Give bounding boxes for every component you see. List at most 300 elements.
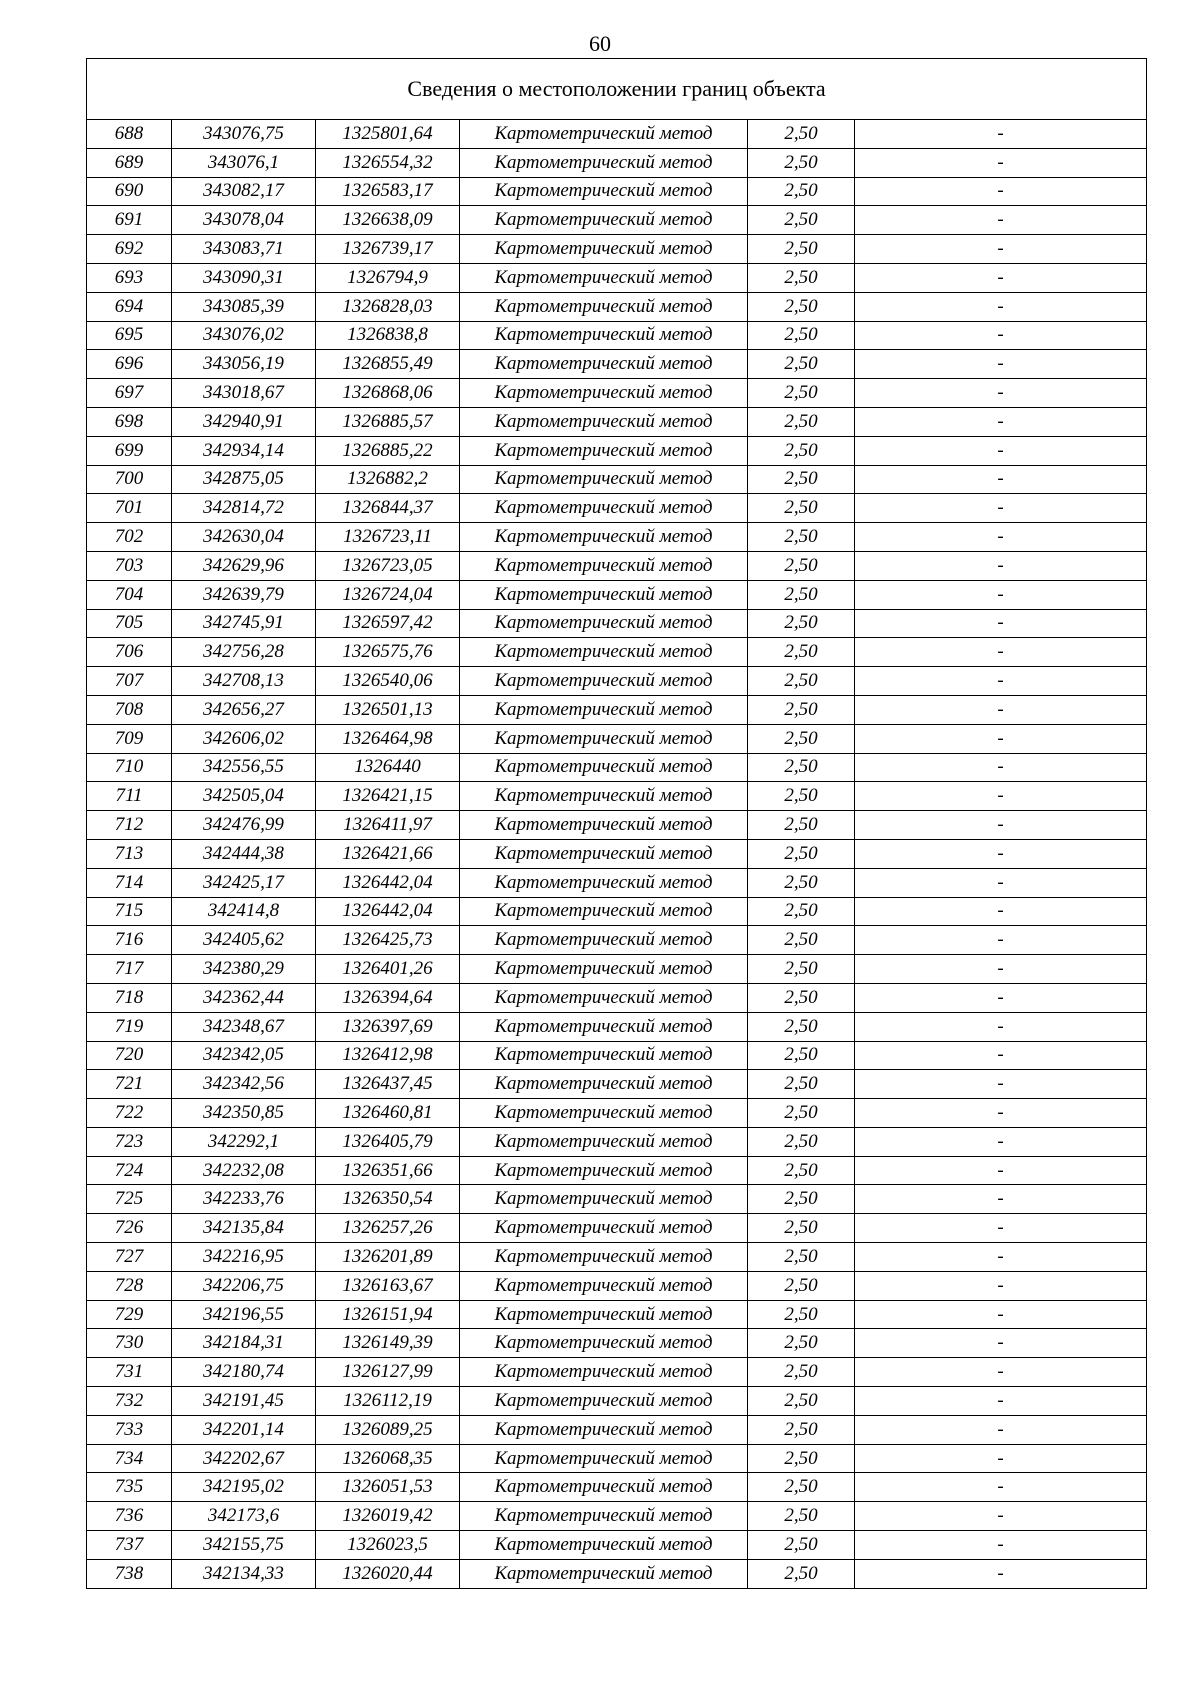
x-coordinate-cell: 342155,75: [172, 1531, 316, 1560]
description-cell: -: [855, 1502, 1147, 1531]
point-number-cell: 727: [87, 1243, 172, 1272]
point-number-cell: 725: [87, 1185, 172, 1214]
accuracy-cell: 2,50: [748, 868, 855, 897]
y-coordinate-cell: 1326397,69: [316, 1012, 460, 1041]
method-cell: Картометрический метод: [460, 1329, 748, 1358]
y-coordinate-cell: 1326411,97: [316, 811, 460, 840]
x-coordinate-cell: 343078,04: [172, 206, 316, 235]
y-coordinate-cell: 1326638,09: [316, 206, 460, 235]
x-coordinate-cell: 342135,84: [172, 1214, 316, 1243]
point-number-cell: 712: [87, 811, 172, 840]
accuracy-cell: 2,50: [748, 1559, 855, 1588]
description-cell: -: [855, 1559, 1147, 1588]
method-cell: Картометрический метод: [460, 1387, 748, 1416]
table-row: [87, 465, 1147, 494]
point-number-cell: 728: [87, 1271, 172, 1300]
accuracy-cell: 2,50: [748, 321, 855, 350]
table-row: [87, 1329, 1147, 1358]
method-cell: Картометрический метод: [460, 868, 748, 897]
y-coordinate-cell: 1326023,5: [316, 1531, 460, 1560]
method-cell: Картометрический метод: [460, 465, 748, 494]
accuracy-cell: 2,50: [748, 120, 855, 149]
table-row: [87, 1531, 1147, 1560]
accuracy-cell: 2,50: [748, 465, 855, 494]
description-cell: -: [855, 1531, 1147, 1560]
method-cell: Картометрический метод: [460, 1127, 748, 1156]
method-cell: Картометрический метод: [460, 667, 748, 696]
accuracy-cell: 2,50: [748, 148, 855, 177]
point-number-cell: 704: [87, 580, 172, 609]
x-coordinate-cell: 343076,02: [172, 321, 316, 350]
method-cell: Картометрический метод: [460, 782, 748, 811]
table-row: [87, 1300, 1147, 1329]
point-number-cell: 688: [87, 120, 172, 149]
point-number-cell: 719: [87, 1012, 172, 1041]
method-cell: Картометрический метод: [460, 897, 748, 926]
accuracy-cell: 2,50: [748, 551, 855, 580]
x-coordinate-cell: 342362,44: [172, 983, 316, 1012]
y-coordinate-cell: 1326828,03: [316, 292, 460, 321]
point-number-cell: 723: [87, 1127, 172, 1156]
x-coordinate-cell: 342134,33: [172, 1559, 316, 1588]
y-coordinate-cell: 1326437,45: [316, 1070, 460, 1099]
y-coordinate-cell: 1326401,26: [316, 955, 460, 984]
point-number-cell: 691: [87, 206, 172, 235]
description-cell: -: [855, 263, 1147, 292]
y-coordinate-cell: 1326257,26: [316, 1214, 460, 1243]
x-coordinate-cell: 342216,95: [172, 1243, 316, 1272]
description-cell: -: [855, 494, 1147, 523]
table-row: [87, 1041, 1147, 1070]
method-cell: Картометрический метод: [460, 177, 748, 206]
point-number-cell: 693: [87, 263, 172, 292]
point-number-cell: 694: [87, 292, 172, 321]
description-cell: -: [855, 1387, 1147, 1416]
y-coordinate-cell: 1326794,9: [316, 263, 460, 292]
accuracy-cell: 2,50: [748, 897, 855, 926]
x-coordinate-cell: 342444,38: [172, 839, 316, 868]
point-number-cell: 718: [87, 983, 172, 1012]
accuracy-cell: 2,50: [748, 263, 855, 292]
point-number-cell: 699: [87, 436, 172, 465]
table-row: [87, 1243, 1147, 1272]
table-row: [87, 407, 1147, 436]
method-cell: Картометрический метод: [460, 1358, 748, 1387]
description-cell: -: [855, 235, 1147, 264]
table-row: [87, 379, 1147, 408]
y-coordinate-cell: 1326739,17: [316, 235, 460, 264]
description-cell: -: [855, 1243, 1147, 1272]
table-row: [87, 695, 1147, 724]
accuracy-cell: 2,50: [748, 1329, 855, 1358]
y-coordinate-cell: 1326855,49: [316, 350, 460, 379]
accuracy-cell: 2,50: [748, 580, 855, 609]
method-cell: Картометрический метод: [460, 1012, 748, 1041]
x-coordinate-cell: 342348,67: [172, 1012, 316, 1041]
method-cell: Картометрический метод: [460, 1300, 748, 1329]
accuracy-cell: 2,50: [748, 811, 855, 840]
x-coordinate-cell: 342639,79: [172, 580, 316, 609]
accuracy-cell: 2,50: [748, 1156, 855, 1185]
description-cell: -: [855, 1358, 1147, 1387]
x-coordinate-cell: 343056,19: [172, 350, 316, 379]
x-coordinate-cell: 342206,75: [172, 1271, 316, 1300]
y-coordinate-cell: 1326723,11: [316, 523, 460, 552]
point-number-cell: 709: [87, 724, 172, 753]
point-number-cell: 717: [87, 955, 172, 984]
table-row: [87, 120, 1147, 149]
x-coordinate-cell: 342940,91: [172, 407, 316, 436]
y-coordinate-cell: 1326540,06: [316, 667, 460, 696]
table-row: [87, 1271, 1147, 1300]
point-number-cell: 690: [87, 177, 172, 206]
table-row: [87, 897, 1147, 926]
table-row: [87, 1559, 1147, 1588]
description-cell: -: [855, 782, 1147, 811]
point-number-cell: 736: [87, 1502, 172, 1531]
x-coordinate-cell: 342233,76: [172, 1185, 316, 1214]
method-cell: Картометрический метод: [460, 436, 748, 465]
method-cell: Картометрический метод: [460, 494, 748, 523]
y-coordinate-cell: 1326163,67: [316, 1271, 460, 1300]
accuracy-cell: 2,50: [748, 1127, 855, 1156]
method-cell: Картометрический метод: [460, 1415, 748, 1444]
x-coordinate-cell: 342342,56: [172, 1070, 316, 1099]
accuracy-cell: 2,50: [748, 407, 855, 436]
method-cell: Картометрический метод: [460, 523, 748, 552]
x-coordinate-cell: 342184,31: [172, 1329, 316, 1358]
method-cell: Картометрический метод: [460, 148, 748, 177]
description-cell: -: [855, 148, 1147, 177]
accuracy-cell: 2,50: [748, 292, 855, 321]
accuracy-cell: 2,50: [748, 1214, 855, 1243]
x-coordinate-cell: 342196,55: [172, 1300, 316, 1329]
method-cell: Картометрический метод: [460, 983, 748, 1012]
x-coordinate-cell: 342629,96: [172, 551, 316, 580]
table-row: [87, 350, 1147, 379]
table-row: [87, 1387, 1147, 1416]
accuracy-cell: 2,50: [748, 1243, 855, 1272]
accuracy-cell: 2,50: [748, 839, 855, 868]
table-row: [87, 206, 1147, 235]
point-number-cell: 698: [87, 407, 172, 436]
point-number-cell: 722: [87, 1099, 172, 1128]
accuracy-cell: 2,50: [748, 523, 855, 552]
description-cell: -: [855, 292, 1147, 321]
x-coordinate-cell: 342476,99: [172, 811, 316, 840]
y-coordinate-cell: 1326597,42: [316, 609, 460, 638]
table-row: [87, 1473, 1147, 1502]
point-number-cell: 703: [87, 551, 172, 580]
description-cell: -: [855, 407, 1147, 436]
table-title-row: [87, 59, 1147, 120]
y-coordinate-cell: 1326464,98: [316, 724, 460, 753]
accuracy-cell: 2,50: [748, 753, 855, 782]
description-cell: -: [855, 638, 1147, 667]
description-cell: -: [855, 321, 1147, 350]
table-title: Сведения о местоположении границ объекта: [87, 59, 1147, 120]
point-number-cell: 706: [87, 638, 172, 667]
x-coordinate-cell: 343082,17: [172, 177, 316, 206]
y-coordinate-cell: 1326127,99: [316, 1358, 460, 1387]
table-row: [87, 868, 1147, 897]
accuracy-cell: 2,50: [748, 1531, 855, 1560]
x-coordinate-cell: 342934,14: [172, 436, 316, 465]
table-row: [87, 1070, 1147, 1099]
point-number-cell: 731: [87, 1358, 172, 1387]
description-cell: -: [855, 983, 1147, 1012]
point-number-cell: 689: [87, 148, 172, 177]
description-cell: -: [855, 1271, 1147, 1300]
y-coordinate-cell: 1326460,81: [316, 1099, 460, 1128]
accuracy-cell: 2,50: [748, 695, 855, 724]
method-cell: Картометрический метод: [460, 926, 748, 955]
method-cell: Картометрический метод: [460, 724, 748, 753]
x-coordinate-cell: 342232,08: [172, 1156, 316, 1185]
y-coordinate-cell: 1326885,57: [316, 407, 460, 436]
y-coordinate-cell: 1326442,04: [316, 868, 460, 897]
x-coordinate-cell: 342191,45: [172, 1387, 316, 1416]
point-number-cell: 721: [87, 1070, 172, 1099]
method-cell: Картометрический метод: [460, 1444, 748, 1473]
description-cell: -: [855, 1444, 1147, 1473]
x-coordinate-cell: 342708,13: [172, 667, 316, 696]
boundary-table: [86, 58, 1147, 1589]
y-coordinate-cell: 1326885,22: [316, 436, 460, 465]
x-coordinate-cell: 343090,31: [172, 263, 316, 292]
method-cell: Картометрический метод: [460, 1214, 748, 1243]
description-cell: -: [855, 1415, 1147, 1444]
table-row: [87, 580, 1147, 609]
x-coordinate-cell: 342606,02: [172, 724, 316, 753]
description-cell: -: [855, 177, 1147, 206]
method-cell: Картометрический метод: [460, 580, 748, 609]
description-cell: -: [855, 120, 1147, 149]
accuracy-cell: 2,50: [748, 1070, 855, 1099]
point-number-cell: 714: [87, 868, 172, 897]
table-row: [87, 1185, 1147, 1214]
method-cell: Картометрический метод: [460, 1531, 748, 1560]
point-number-cell: 713: [87, 839, 172, 868]
accuracy-cell: 2,50: [748, 638, 855, 667]
y-coordinate-cell: 1326421,15: [316, 782, 460, 811]
method-cell: Картометрический метод: [460, 695, 748, 724]
point-number-cell: 735: [87, 1473, 172, 1502]
point-number-cell: 733: [87, 1415, 172, 1444]
x-coordinate-cell: 342556,55: [172, 753, 316, 782]
x-coordinate-cell: 342380,29: [172, 955, 316, 984]
y-coordinate-cell: 1326151,94: [316, 1300, 460, 1329]
point-number-cell: 695: [87, 321, 172, 350]
method-cell: Картометрический метод: [460, 1271, 748, 1300]
y-coordinate-cell: 1326723,05: [316, 551, 460, 580]
method-cell: Картометрический метод: [460, 638, 748, 667]
description-cell: -: [855, 379, 1147, 408]
description-cell: -: [855, 955, 1147, 984]
table-row: [87, 724, 1147, 753]
description-cell: -: [855, 839, 1147, 868]
method-cell: Картометрический метод: [460, 1041, 748, 1070]
y-coordinate-cell: 1326844,37: [316, 494, 460, 523]
accuracy-cell: 2,50: [748, 1041, 855, 1070]
x-coordinate-cell: 343083,71: [172, 235, 316, 264]
description-cell: -: [855, 1012, 1147, 1041]
x-coordinate-cell: 342180,74: [172, 1358, 316, 1387]
x-coordinate-cell: 343085,39: [172, 292, 316, 321]
y-coordinate-cell: 1326351,66: [316, 1156, 460, 1185]
point-number-cell: 716: [87, 926, 172, 955]
method-cell: Картометрический метод: [460, 753, 748, 782]
description-cell: -: [855, 868, 1147, 897]
y-coordinate-cell: 1326501,13: [316, 695, 460, 724]
description-cell: -: [855, 753, 1147, 782]
accuracy-cell: 2,50: [748, 983, 855, 1012]
description-cell: -: [855, 1214, 1147, 1243]
y-coordinate-cell: 1326575,76: [316, 638, 460, 667]
method-cell: Картометрический метод: [460, 811, 748, 840]
x-coordinate-cell: 342814,72: [172, 494, 316, 523]
table-row: [87, 1214, 1147, 1243]
accuracy-cell: 2,50: [748, 1387, 855, 1416]
description-cell: -: [855, 1156, 1147, 1185]
table-row: [87, 955, 1147, 984]
accuracy-cell: 2,50: [748, 1012, 855, 1041]
y-coordinate-cell: 1326440: [316, 753, 460, 782]
table-row: [87, 148, 1147, 177]
y-coordinate-cell: 1326425,73: [316, 926, 460, 955]
y-coordinate-cell: 1326724,04: [316, 580, 460, 609]
description-cell: -: [855, 1070, 1147, 1099]
accuracy-cell: 2,50: [748, 782, 855, 811]
table-body: [87, 120, 1147, 1589]
table-row: [87, 551, 1147, 580]
method-cell: Картометрический метод: [460, 206, 748, 235]
table-row: [87, 609, 1147, 638]
x-coordinate-cell: 342875,05: [172, 465, 316, 494]
description-cell: -: [855, 1300, 1147, 1329]
description-cell: -: [855, 1185, 1147, 1214]
point-number-cell: 710: [87, 753, 172, 782]
y-coordinate-cell: 1325801,64: [316, 120, 460, 149]
method-cell: Картометрический метод: [460, 1185, 748, 1214]
y-coordinate-cell: 1326394,64: [316, 983, 460, 1012]
description-cell: -: [855, 1329, 1147, 1358]
point-number-cell: 732: [87, 1387, 172, 1416]
table-row: [87, 321, 1147, 350]
page-number: 60: [589, 31, 611, 56]
point-number-cell: 702: [87, 523, 172, 552]
y-coordinate-cell: 1326554,32: [316, 148, 460, 177]
point-number-cell: 726: [87, 1214, 172, 1243]
accuracy-cell: 2,50: [748, 926, 855, 955]
point-number-cell: 737: [87, 1531, 172, 1560]
method-cell: Картометрический метод: [460, 609, 748, 638]
point-number-cell: 701: [87, 494, 172, 523]
method-cell: Картометрический метод: [460, 1070, 748, 1099]
table-row: [87, 1444, 1147, 1473]
point-number-cell: 711: [87, 782, 172, 811]
table-row: [87, 1502, 1147, 1531]
table-row: [87, 839, 1147, 868]
method-cell: Картометрический метод: [460, 1156, 748, 1185]
description-cell: -: [855, 523, 1147, 552]
x-coordinate-cell: 342350,85: [172, 1099, 316, 1128]
method-cell: Картометрический метод: [460, 321, 748, 350]
point-number-cell: 708: [87, 695, 172, 724]
x-coordinate-cell: 343018,67: [172, 379, 316, 408]
accuracy-cell: 2,50: [748, 1444, 855, 1473]
point-number-cell: 720: [87, 1041, 172, 1070]
x-coordinate-cell: 342756,28: [172, 638, 316, 667]
table-row: [87, 235, 1147, 264]
accuracy-cell: 2,50: [748, 1099, 855, 1128]
x-coordinate-cell: 342630,04: [172, 523, 316, 552]
description-cell: -: [855, 1099, 1147, 1128]
table-row: [87, 753, 1147, 782]
table-row: [87, 523, 1147, 552]
description-cell: -: [855, 897, 1147, 926]
y-coordinate-cell: 1326868,06: [316, 379, 460, 408]
table-row: [87, 1156, 1147, 1185]
x-coordinate-cell: 343076,75: [172, 120, 316, 149]
description-cell: -: [855, 551, 1147, 580]
method-cell: Картометрический метод: [460, 407, 748, 436]
description-cell: -: [855, 926, 1147, 955]
x-coordinate-cell: 342195,02: [172, 1473, 316, 1502]
x-coordinate-cell: 342425,17: [172, 868, 316, 897]
method-cell: Картометрический метод: [460, 1559, 748, 1588]
y-coordinate-cell: 1326350,54: [316, 1185, 460, 1214]
y-coordinate-cell: 1326149,39: [316, 1329, 460, 1358]
accuracy-cell: 2,50: [748, 206, 855, 235]
point-number-cell: 729: [87, 1300, 172, 1329]
accuracy-cell: 2,50: [748, 1271, 855, 1300]
description-cell: -: [855, 811, 1147, 840]
description-cell: -: [855, 695, 1147, 724]
accuracy-cell: 2,50: [748, 235, 855, 264]
x-coordinate-cell: 342292,1: [172, 1127, 316, 1156]
accuracy-cell: 2,50: [748, 1473, 855, 1502]
accuracy-cell: 2,50: [748, 667, 855, 696]
description-cell: -: [855, 436, 1147, 465]
table-row: [87, 667, 1147, 696]
method-cell: Картометрический метод: [460, 839, 748, 868]
table-row: [87, 436, 1147, 465]
point-number-cell: 738: [87, 1559, 172, 1588]
table-row: [87, 292, 1147, 321]
description-cell: -: [855, 580, 1147, 609]
point-number-cell: 705: [87, 609, 172, 638]
x-coordinate-cell: 342342,05: [172, 1041, 316, 1070]
table-row: [87, 811, 1147, 840]
y-coordinate-cell: 1326583,17: [316, 177, 460, 206]
method-cell: Картометрический метод: [460, 1243, 748, 1272]
description-cell: -: [855, 1041, 1147, 1070]
x-coordinate-cell: 342414,8: [172, 897, 316, 926]
table-row: [87, 494, 1147, 523]
y-coordinate-cell: 1326421,66: [316, 839, 460, 868]
table-row: [87, 177, 1147, 206]
table-row: [87, 263, 1147, 292]
method-cell: Картометрический метод: [460, 551, 748, 580]
accuracy-cell: 2,50: [748, 436, 855, 465]
point-number-cell: 724: [87, 1156, 172, 1185]
description-cell: -: [855, 609, 1147, 638]
description-cell: -: [855, 724, 1147, 753]
accuracy-cell: 2,50: [748, 1185, 855, 1214]
y-coordinate-cell: 1326405,79: [316, 1127, 460, 1156]
x-coordinate-cell: 342405,62: [172, 926, 316, 955]
